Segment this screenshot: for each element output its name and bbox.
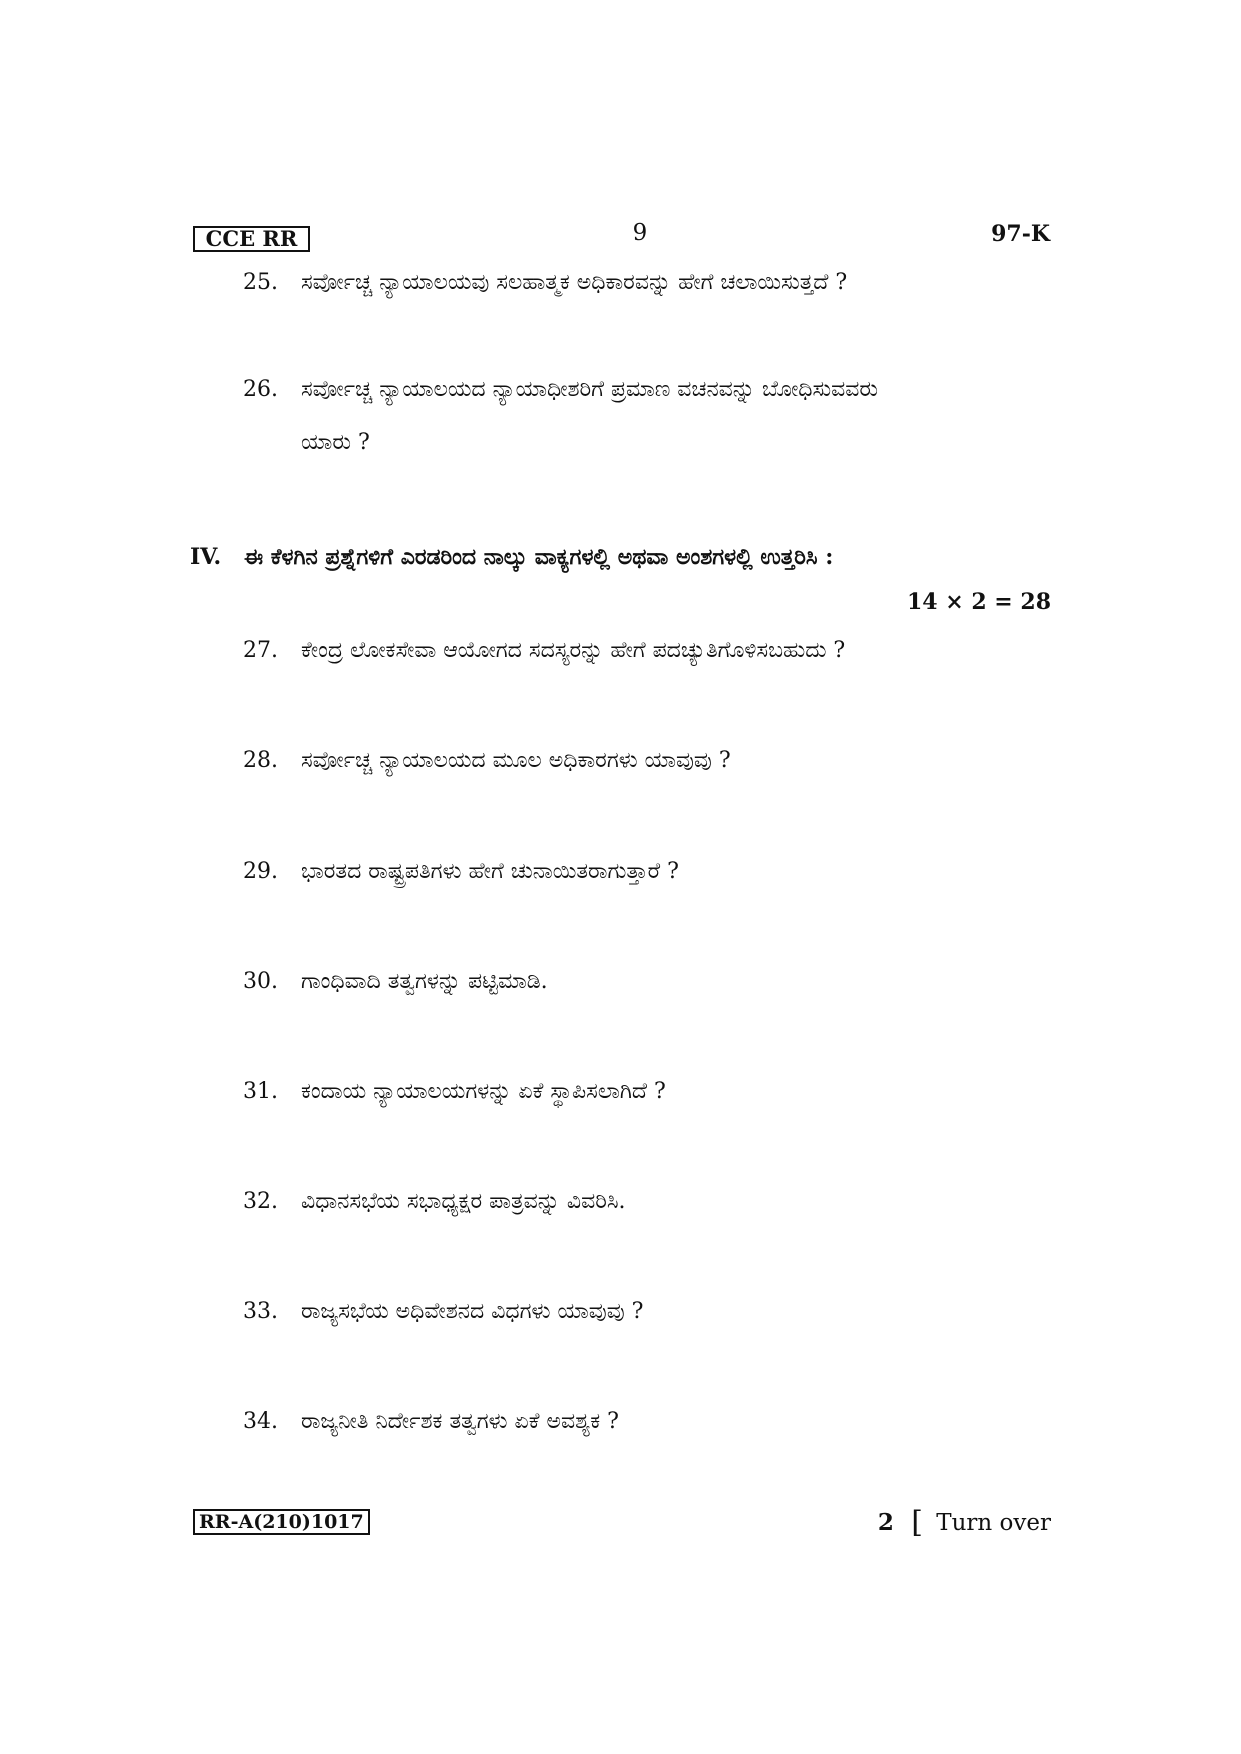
page-number: 9 <box>632 220 648 246</box>
paper-code: 97-K <box>991 221 1050 247</box>
question-text: ಸರ್ವೋಚ್ಚ ನ್ಯಾಯಾಲಯದ ನ್ಯಾಯಾಧೀಶರಿಗೆ ಪ್ರಮಾಣ ವಚನವನ್ನು ಬೋಧಿಸುವವರು <box>301 377 879 402</box>
footer-turn-over <box>878 1505 1051 1540</box>
question-text: ಸರ್ವೋಚ್ಚ ನ್ಯಾಯಾಲಯವು ಸಲಹಾತ್ಮಕ ಅಧಿಕಾರವನ್ನು ಹೇಗೆ ಚಲಾಯಿಸುತ್ತದೆ ? <box>301 270 848 295</box>
question-number: 30. <box>243 969 278 994</box>
question-number: 28. <box>243 748 278 773</box>
question-number: 29. <box>243 859 278 884</box>
question-text: ರಾಜ್ಯನೀತಿ ನಿರ್ದೇಶಕ ತತ್ವಗಳು ಏಕೆ ಅವಶ್ಯಕ ? <box>301 1409 619 1434</box>
footer-bracket: [ <box>911 1505 923 1540</box>
question-text: ಕೇಂದ್ರ ಲೋಕಸೇವಾ ಆಯೋಗದ ಸದಸ್ಯರನ್ನು ಹೇಗೆ ಪದಚ್ಯುತಿಗೊಳಿಸಬಹುದು ? <box>301 638 846 663</box>
header-code-box: CCE RR <box>193 226 310 252</box>
footer-code-box: RR-A(210)1017 <box>193 1509 370 1535</box>
section-marks: 14 × 2 = 28 <box>906 589 1051 615</box>
question-number: 33. <box>243 1299 278 1324</box>
question-text: ಯಾರು ? <box>301 430 370 455</box>
section-instruction: ಈ ಕೆಳಗಿನ ಪ್ರಶ್ನೆಗಳಿಗೆ ಎರಡರಿಂದ ನಾಲ್ಕು ವಾಕ್ಯಗಳಲ್ಲಿ ಅಥವಾ ಅಂಶಗಳಲ್ಲಿ ಉತ್ತರಿಸಿ : <box>244 544 834 570</box>
footer-page-number: 2 <box>877 1509 894 1536</box>
turn-over-label: Turn over <box>936 1510 1051 1536</box>
question-number: 27. <box>243 638 278 663</box>
question-number: 31. <box>243 1079 278 1104</box>
question-text: ಗಾಂಧಿವಾದಿ ತತ್ವಗಳನ್ನು ಪಟ್ಟಿಮಾಡಿ. <box>301 969 548 994</box>
question-text: ಸರ್ವೋಚ್ಚ ನ್ಯಾಯಾಲಯದ ಮೂಲ ಅಧಿಕಾರಗಳು ಯಾವುವು ? <box>301 748 731 773</box>
question-text: ರಾಜ್ಯಸಭೆಯ ಅಧಿವೇಶನದ ವಿಧಗಳು ಯಾವುವು ? <box>301 1299 644 1324</box>
question-text: ವಿಧಾನಸಭೆಯ ಸಭಾಧ್ಯಕ್ಷರ ಪಾತ್ರವನ್ನು ವಿವರಿಸಿ. <box>301 1189 626 1214</box>
question-text: ಕಂದಾಯ ನ್ಯಾಯಾಲಯಗಳನ್ನು ಏಕೆ ಸ್ಥಾಪಿಸಲಾಗಿದೆ ? <box>301 1079 666 1104</box>
question-number: 34. <box>243 1409 278 1434</box>
question-text: ಭಾರತದ ರಾಷ್ಟ್ರಪತಿಗಳು ಹೇಗೆ ಚುನಾಯಿತರಾಗುತ್ತಾರೆ ? <box>301 859 679 884</box>
question-number: 25. <box>243 270 278 295</box>
question-number: 26. <box>243 377 278 402</box>
question-number: 32. <box>243 1189 278 1214</box>
section-number: IV. <box>190 544 222 570</box>
